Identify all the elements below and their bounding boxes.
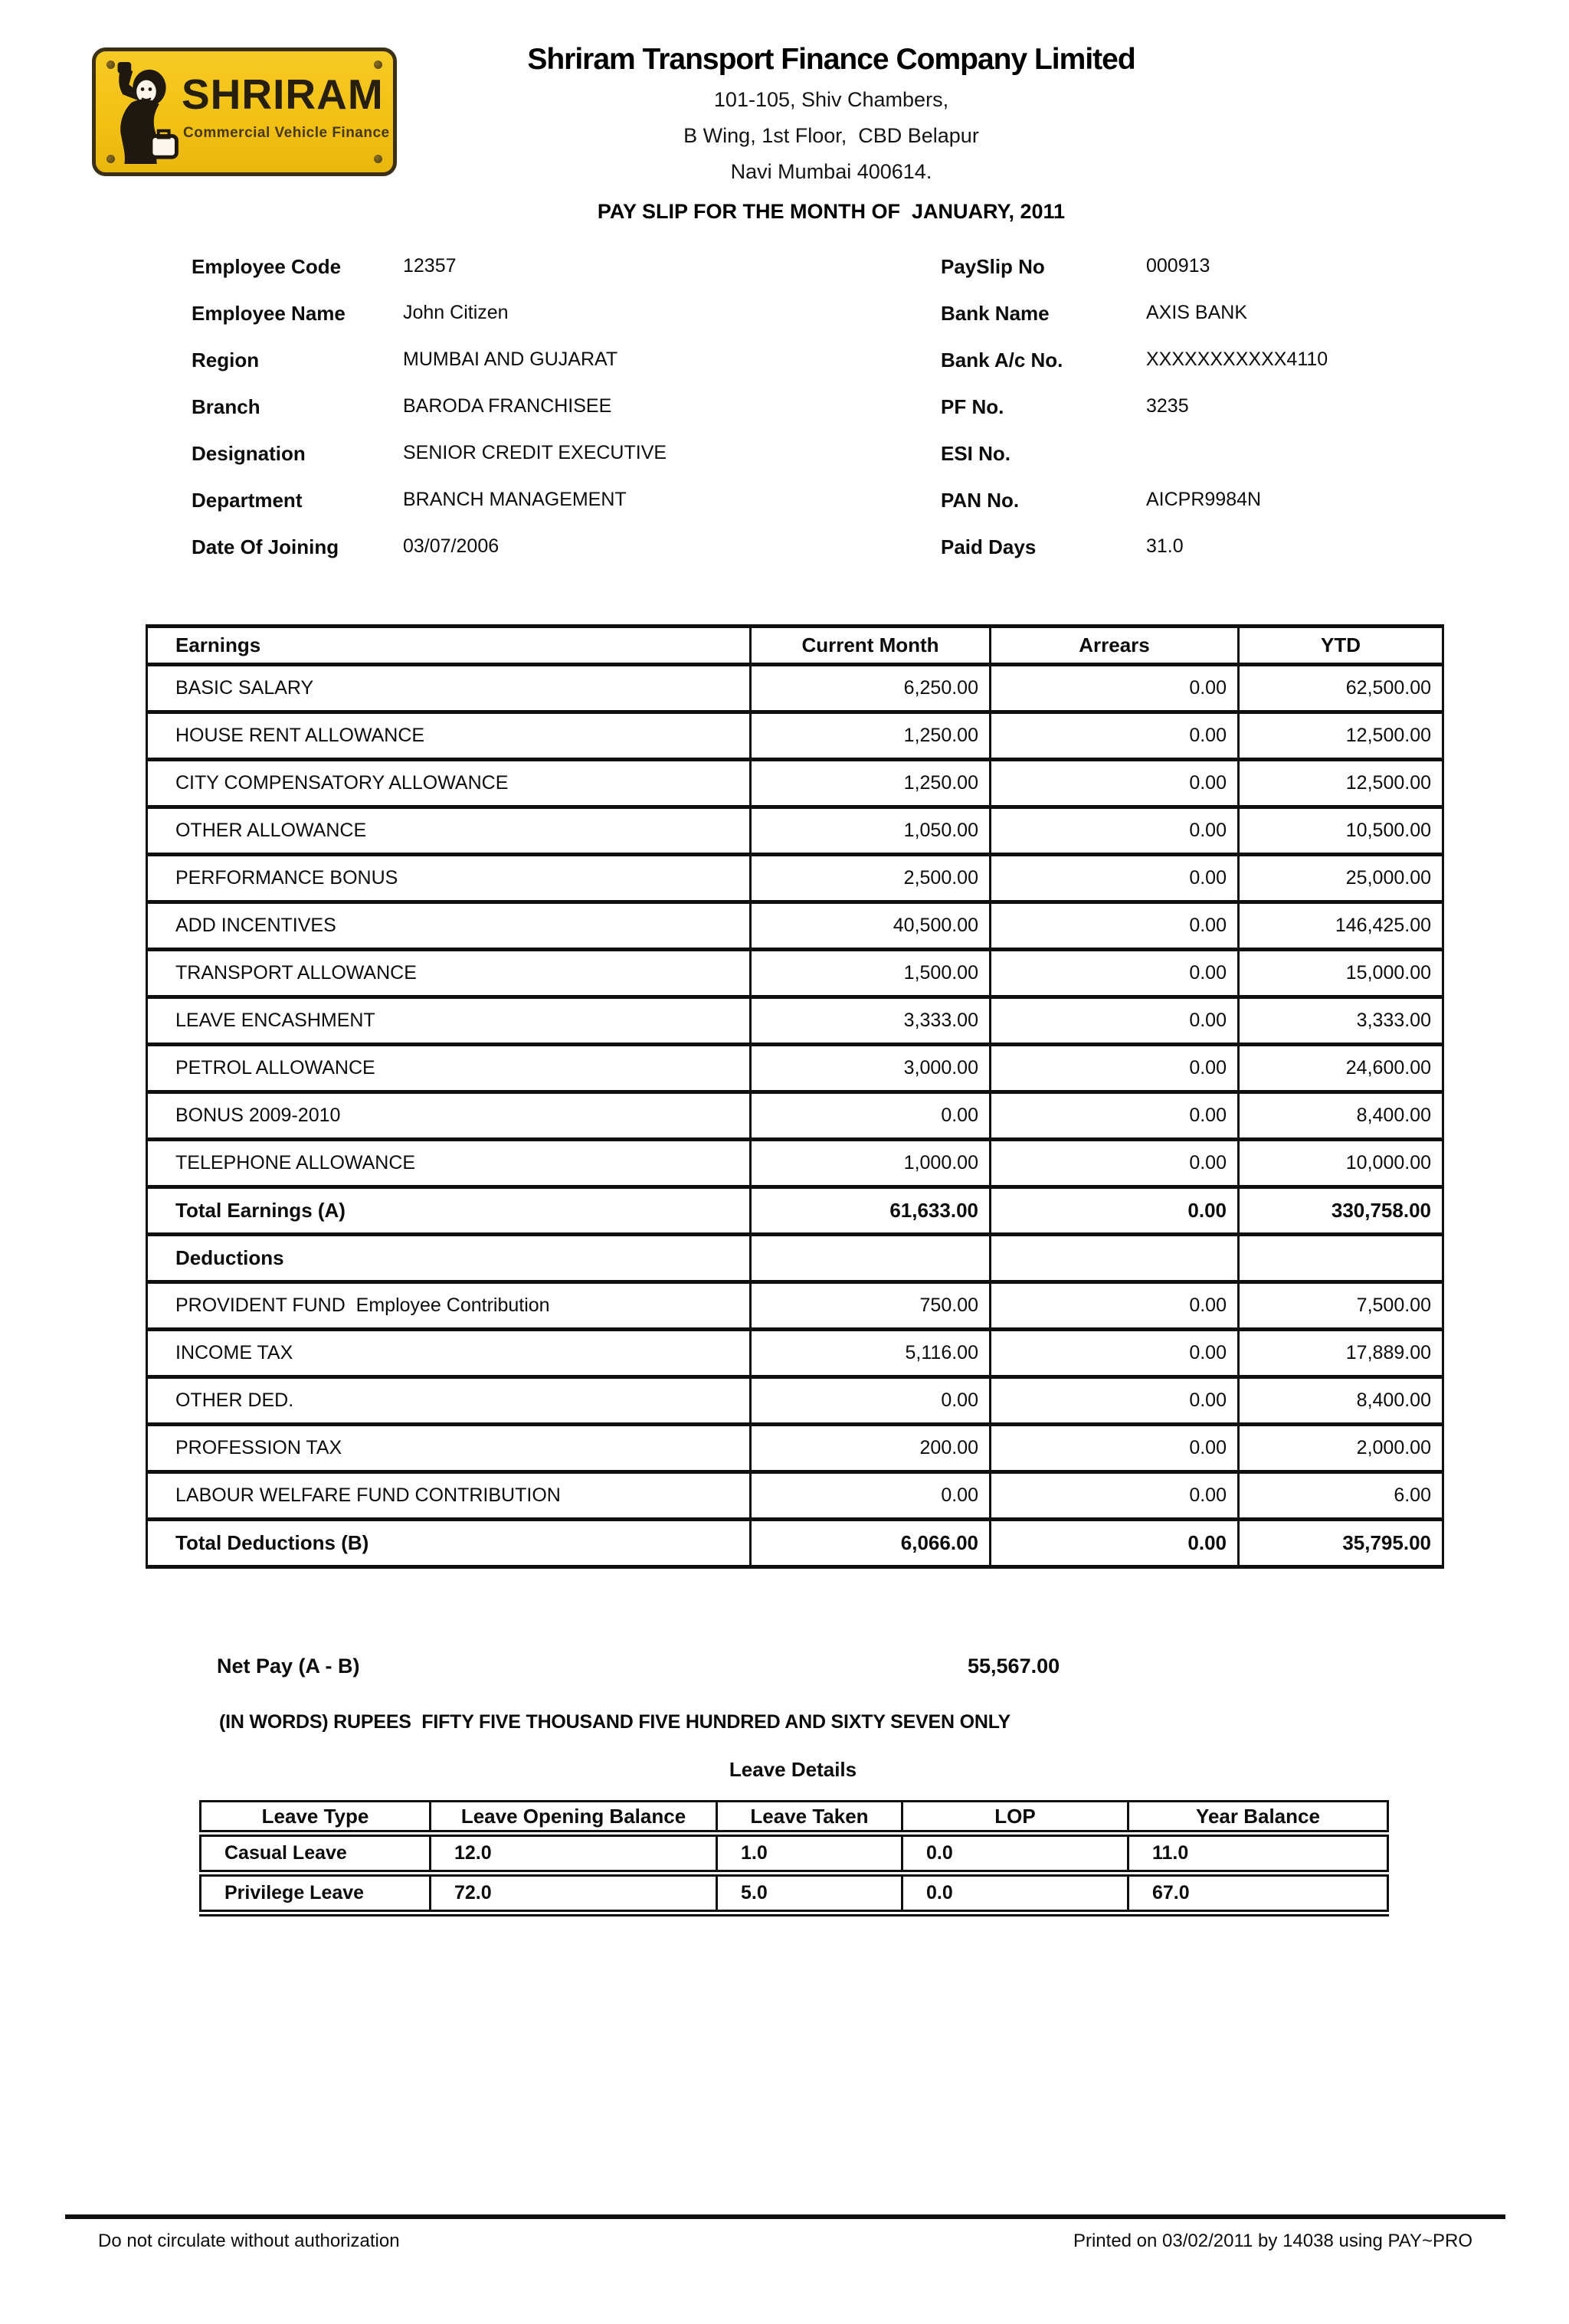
net-pay-value: 55,567.00: [968, 1655, 1060, 1678]
earnings-row: [147, 1092, 1443, 1140]
deduction-row: [147, 1330, 1443, 1377]
deduction-ytd: 6.00: [1239, 1472, 1443, 1520]
earning-current: 1,500.00: [751, 950, 991, 997]
empty-cell: [991, 1235, 1239, 1282]
net-pay-label: Net Pay (A - B): [217, 1655, 360, 1678]
col-header-lop: LOP: [902, 1802, 1128, 1834]
deduction-label: PROFESSION TAX: [147, 1425, 751, 1472]
earning-arrears: 0.00: [991, 950, 1239, 997]
col-header-earnings: Earnings: [147, 627, 751, 665]
earning-ytd: 25,000.00: [1239, 855, 1443, 902]
detail-value: 000913: [1146, 255, 1210, 277]
leave-opening-balance: 72.0: [431, 1874, 717, 1913]
leave-type: Privilege Leave: [201, 1874, 431, 1913]
detail-label: Region: [192, 349, 260, 372]
col-header-year-balance: Year Balance: [1128, 1802, 1388, 1834]
detail-value: BARODA FRANCHISEE: [403, 395, 612, 417]
earning-label: CITY COMPENSATORY ALLOWANCE: [147, 760, 751, 807]
employee-detail-row: [0, 395, 1569, 442]
leave-row: [201, 1874, 1388, 1913]
earning-label: BASIC SALARY: [147, 665, 751, 712]
col-header-leave-opening: Leave Opening Balance: [431, 1802, 717, 1834]
deductions-section-row: [147, 1235, 1443, 1282]
logo-brand-text: SHRIRAM: [182, 70, 384, 118]
deduction-current: 5,116.00: [751, 1330, 991, 1377]
earning-current: 1,250.00: [751, 760, 991, 807]
earning-ytd: 8,400.00: [1239, 1092, 1443, 1140]
detail-value: AXIS BANK: [1146, 302, 1247, 323]
deduction-current: 0.00: [751, 1377, 991, 1425]
employee-detail-row: [0, 535, 1569, 582]
deduction-row: [147, 1377, 1443, 1425]
earning-label: LEAVE ENCASHMENT: [147, 997, 751, 1045]
deduction-ytd: 2,000.00: [1239, 1425, 1443, 1472]
earning-label: HOUSE RENT ALLOWANCE: [147, 712, 751, 760]
detail-label: Employee Code: [192, 255, 342, 278]
earning-current: 3,333.00: [751, 997, 991, 1045]
detail-value: 03/07/2006: [403, 535, 500, 557]
detail-value: 3235: [1146, 395, 1189, 417]
earnings-row: [147, 855, 1443, 902]
earning-arrears: 0.00: [991, 665, 1239, 712]
detail-value: AICPR9984N: [1146, 489, 1262, 510]
earning-label: BONUS 2009-2010: [147, 1092, 751, 1140]
earning-current: 3,000.00: [751, 1045, 991, 1092]
leave-taken: 5.0: [717, 1874, 902, 1913]
detail-label: Paid Days: [941, 535, 1037, 558]
company-address-line1: 101-105, Shiv Chambers,: [713, 88, 949, 111]
detail-label: Bank Name: [941, 302, 1050, 325]
earning-current: 40,500.00: [751, 902, 991, 950]
earnings-row: [147, 1045, 1443, 1092]
detail-label: Branch: [192, 395, 260, 418]
earning-label: TRANSPORT ALLOWANCE: [147, 950, 751, 997]
leave-details-title: Leave Details: [729, 1758, 857, 1781]
leave-lop: 0.0: [902, 1874, 1128, 1913]
earning-ytd: 24,600.00: [1239, 1045, 1443, 1092]
deduction-arrears: 0.00: [991, 1425, 1239, 1472]
total-deductions-arrears: 0.00: [991, 1520, 1239, 1567]
deduction-current: 200.00: [751, 1425, 991, 1472]
earning-label: ADD INCENTIVES: [147, 902, 751, 950]
earnings-rows: [147, 665, 1443, 1187]
earning-arrears: 0.00: [991, 855, 1239, 902]
earning-label: PETROL ALLOWANCE: [147, 1045, 751, 1092]
earnings-row: [147, 997, 1443, 1045]
earning-label: OTHER ALLOWANCE: [147, 807, 751, 855]
detail-value: BRANCH MANAGEMENT: [403, 489, 627, 510]
earning-arrears: 0.00: [991, 760, 1239, 807]
deduction-row: [147, 1425, 1443, 1472]
earnings-row: [147, 665, 1443, 712]
detail-value: MUMBAI AND GUJARAT: [403, 349, 618, 370]
detail-label: Date Of Joining: [192, 535, 339, 558]
deduction-rows: [147, 1282, 1443, 1520]
deduction-ytd: 17,889.00: [1239, 1330, 1443, 1377]
leave-table: [199, 1800, 1389, 1916]
earning-ytd: 12,500.00: [1239, 712, 1443, 760]
detail-label: Employee Name: [192, 302, 346, 325]
leave-row: [201, 1834, 1388, 1874]
earning-label: PERFORMANCE BONUS: [147, 855, 751, 902]
leave-year-balance: 67.0: [1128, 1874, 1388, 1913]
earning-current: 0.00: [751, 1092, 991, 1140]
empty-cell: [1239, 1235, 1443, 1282]
deductions-section-label: Deductions: [147, 1235, 751, 1282]
employee-detail-row: [0, 302, 1569, 349]
detail-value: 31.0: [1146, 535, 1184, 557]
detail-label: Bank A/c No.: [941, 349, 1063, 372]
earning-arrears: 0.00: [991, 997, 1239, 1045]
deduction-label: PROVIDENT FUND Employee Contribution: [147, 1282, 751, 1330]
total-earnings-current: 61,633.00: [751, 1187, 991, 1235]
detail-value: 12357: [403, 255, 457, 277]
deduction-row: [147, 1282, 1443, 1330]
col-header-current-month: Current Month: [751, 627, 991, 665]
deduction-label: OTHER DED.: [147, 1377, 751, 1425]
earning-current: 2,500.00: [751, 855, 991, 902]
deduction-arrears: 0.00: [991, 1282, 1239, 1330]
col-header-ytd: YTD: [1239, 627, 1443, 665]
earnings-row: [147, 902, 1443, 950]
earnings-row: [147, 807, 1443, 855]
total-deductions-ytd: 35,795.00: [1239, 1520, 1443, 1567]
total-deductions-current: 6,066.00: [751, 1520, 991, 1567]
footer-divider: [65, 2214, 1505, 2219]
detail-label: PaySlip No: [941, 255, 1045, 278]
total-earnings-ytd: 330,758.00: [1239, 1187, 1443, 1235]
leave-taken: 1.0: [717, 1834, 902, 1874]
company-name: Shriram Transport Finance Company Limited: [527, 43, 1135, 76]
deduction-current: 0.00: [751, 1472, 991, 1520]
earning-ytd: 62,500.00: [1239, 665, 1443, 712]
pay-table: [146, 624, 1444, 1569]
detail-label: Designation: [192, 442, 306, 465]
footer-disclaimer: Do not circulate without authorization: [98, 2231, 400, 2251]
total-earnings-row: [147, 1187, 1443, 1235]
earning-current: 1,250.00: [751, 712, 991, 760]
detail-label: Department: [192, 489, 303, 512]
earning-ytd: 15,000.00: [1239, 950, 1443, 997]
earning-arrears: 0.00: [991, 807, 1239, 855]
earning-ytd: 10,500.00: [1239, 807, 1443, 855]
deduction-ytd: 7,500.00: [1239, 1282, 1443, 1330]
earnings-row: [147, 950, 1443, 997]
col-header-leave-taken: Leave Taken: [717, 1802, 902, 1834]
earning-current: 6,250.00: [751, 665, 991, 712]
earning-ytd: 146,425.00: [1239, 902, 1443, 950]
employee-detail-row: [0, 349, 1569, 395]
earning-arrears: 0.00: [991, 902, 1239, 950]
total-earnings-label: Total Earnings (A): [147, 1187, 751, 1235]
deduction-arrears: 0.00: [991, 1377, 1239, 1425]
leave-lop: 0.0: [902, 1834, 1128, 1874]
empty-cell: [751, 1235, 991, 1282]
detail-label: PF No.: [941, 395, 1004, 418]
logo-tagline: Commercial Vehicle Finance: [183, 125, 390, 141]
earning-arrears: 0.00: [991, 1045, 1239, 1092]
detail-value: SENIOR CREDIT EXECUTIVE: [403, 442, 667, 463]
earning-arrears: 0.00: [991, 712, 1239, 760]
col-header-arrears: Arrears: [991, 627, 1239, 665]
deduction-arrears: 0.00: [991, 1330, 1239, 1377]
employee-detail-row: [0, 255, 1569, 302]
detail-label: PAN No.: [941, 489, 1020, 512]
employee-detail-row: [0, 489, 1569, 535]
earnings-row: [147, 760, 1443, 807]
earning-ytd: 12,500.00: [1239, 760, 1443, 807]
leave-rows: [201, 1834, 1388, 1913]
detail-value: XXXXXXXXXXX4110: [1146, 349, 1328, 370]
earning-ytd: 10,000.00: [1239, 1140, 1443, 1187]
leave-type: Casual Leave: [201, 1834, 431, 1874]
company-address-line2: B Wing, 1st Floor, CBD Belapur: [683, 124, 979, 147]
payslip-month-title: PAY SLIP FOR THE MONTH OF JANUARY, 2011: [597, 200, 1066, 223]
leave-year-balance: 11.0: [1128, 1834, 1388, 1874]
deduction-ytd: 8,400.00: [1239, 1377, 1443, 1425]
earnings-row: [147, 712, 1443, 760]
detail-label: ESI No.: [941, 442, 1011, 465]
deduction-label: INCOME TAX: [147, 1330, 751, 1377]
footer-printed-info: Printed on 03/02/2011 by 14038 using PAY~PRO: [1073, 2231, 1472, 2251]
earning-label: TELEPHONE ALLOWANCE: [147, 1140, 751, 1187]
net-pay-in-words: (IN WORDS) RUPEES FIFTY FIVE THOUSAND FIVE HUNDRED AND SIXTY SEVEN ONLY: [219, 1711, 1011, 1733]
earning-arrears: 0.00: [991, 1140, 1239, 1187]
earning-current: 1,000.00: [751, 1140, 991, 1187]
col-header-leave-type: Leave Type: [201, 1802, 431, 1834]
leave-opening-balance: 12.0: [431, 1834, 717, 1874]
deduction-row: [147, 1472, 1443, 1520]
detail-value: John Citizen: [403, 302, 509, 323]
leave-table-header-row: [201, 1802, 1388, 1834]
pay-table-header-row: [147, 627, 1443, 665]
total-deductions-label: Total Deductions (B): [147, 1520, 751, 1567]
earnings-row: [147, 1140, 1443, 1187]
employee-details: [0, 255, 1569, 582]
deduction-arrears: 0.00: [991, 1472, 1239, 1520]
deduction-label: LABOUR WELFARE FUND CONTRIBUTION: [147, 1472, 751, 1520]
deduction-current: 750.00: [751, 1282, 991, 1330]
earning-arrears: 0.00: [991, 1092, 1239, 1140]
earning-current: 1,050.00: [751, 807, 991, 855]
employee-detail-row: [0, 442, 1569, 489]
total-deductions-row: [147, 1520, 1443, 1567]
total-earnings-arrears: 0.00: [991, 1187, 1239, 1235]
earning-ytd: 3,333.00: [1239, 997, 1443, 1045]
company-address-line3: Navi Mumbai 400614.: [730, 160, 932, 183]
